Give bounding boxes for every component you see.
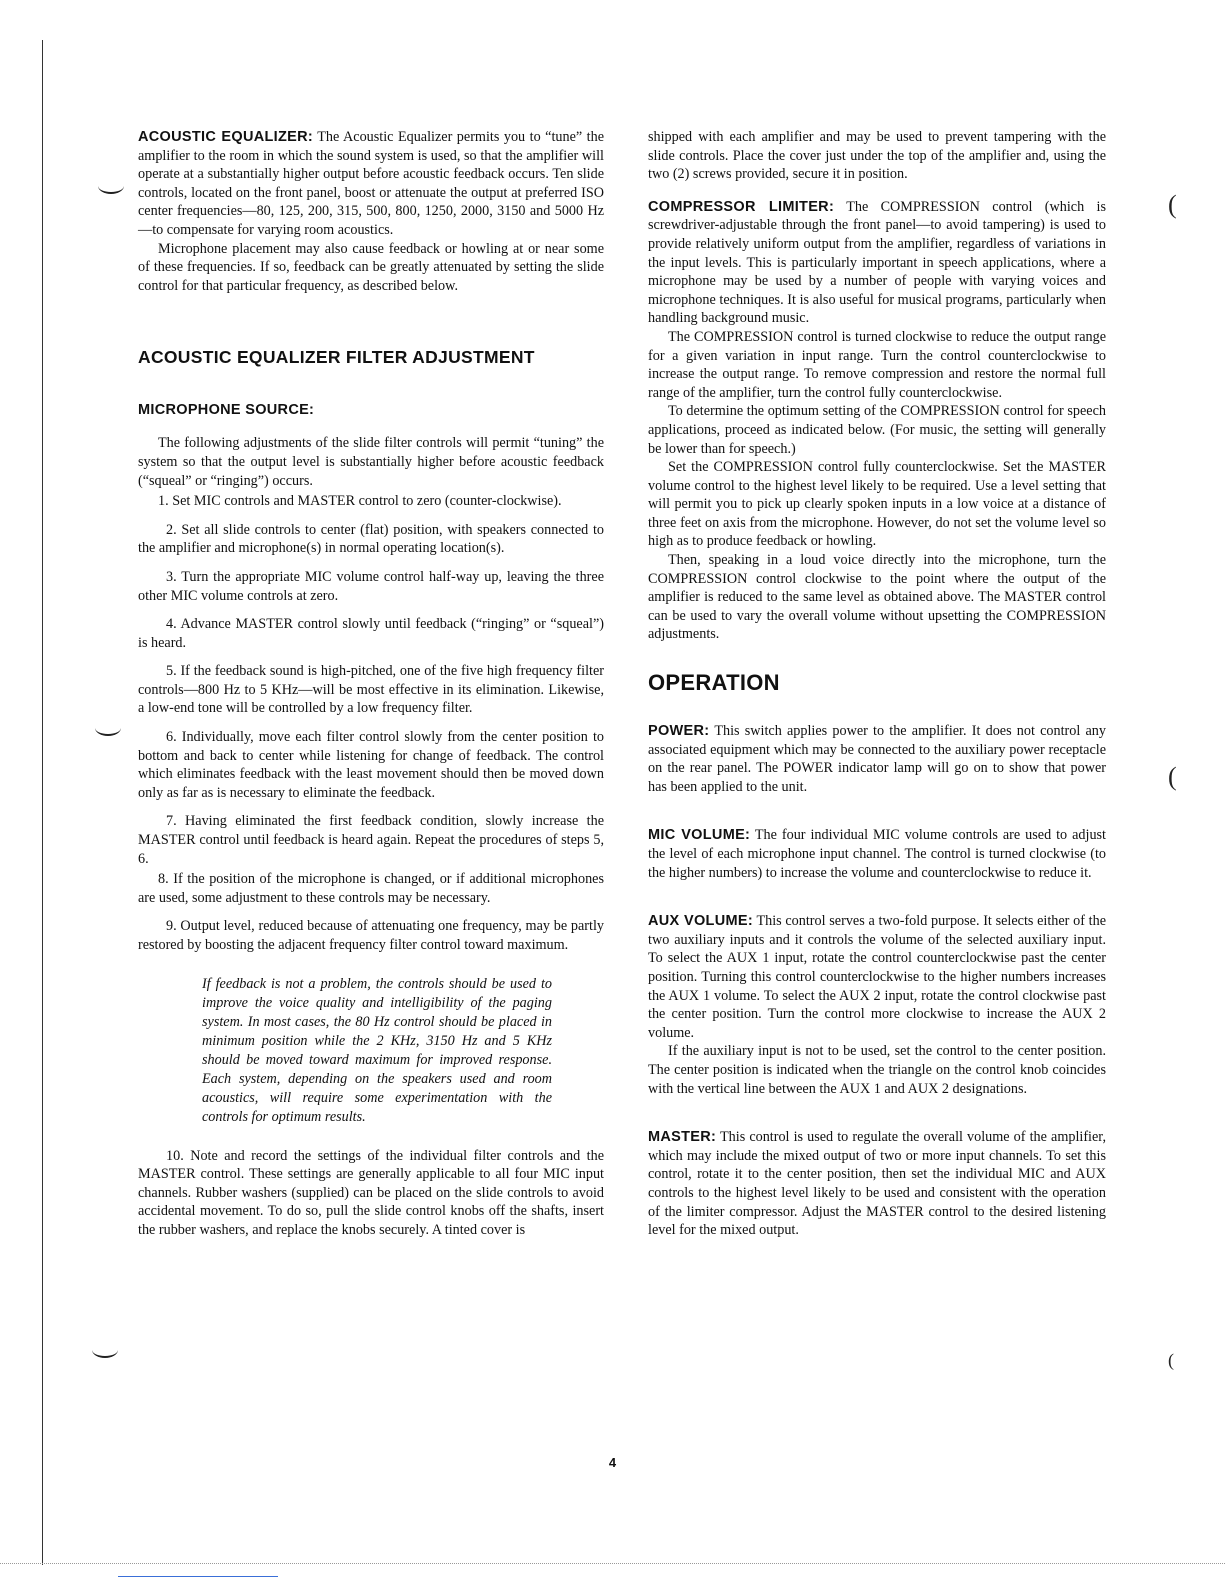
master-paragraph: MASTER: This control is used to regulate the overall volume of the amplifier, which may include the mixed output of two or more input channels. To set this control, rotate it to the center position, then set the individual MIC and AUX controls to the highest level likely to be used and consistent with the operation of the limiter compressor. Adjust the MASTER control to the desired listening level for the mixed output.: [648, 1129, 1106, 1239]
left-column: [138, 128, 604, 1240]
feedback-note: If feedback is not a problem, the controls should be used to improve the voice quality and intelligibility of the paging system. In most cases, the 80 Hz control should be placed in minimum position while the 2 KHz, 3150 Hz and 5 KHz should be moved toward maximum for improved response. Each system, depending on the speakers used and room acoustics, will require some experimentation with the controls for optimum results.: [202, 975, 552, 1125]
margin-mark-bottom: (: [1168, 1350, 1174, 1370]
compressor-paragraph-5: Then, speaking in a loud voice directly into the microphone, turn the COMPRESSION control clockwise to the point where the output of the amplifier is reduced to the same level as obtained above. The MASTER control can be used to vary the overall volume without upsetting the COMPRESSION adjustments.: [648, 552, 1106, 643]
step-5: 5. If the feedback sound is high-pitched, one of the five high frequency filter controls—800 Hz to 5 KHz—will be most effective in its elimination. Likewise, a low-end tone will be controlled by a low frequency filter.: [138, 663, 604, 717]
right-column: [648, 128, 1106, 1240]
binder-hole-mark-bottom: [92, 1342, 118, 1358]
acoustic-equalizer-heading: ACOUSTIC EQUALIZER:: [138, 129, 314, 145]
continued-paragraph: shipped with each amplifier and may be used to prevent tampering with the slide controls. Place the cover just under the top of the amplifier and, using the two (2) screws provided, secure it in position.: [648, 129, 1106, 183]
step-6: 6. Individually, move each filter control slowly from the center position to bottom and back to center while listening for change of feedback. The control which eliminates feedback with the least movement should then be moved down only as far as is necessary to eliminate the feedback.: [138, 729, 604, 801]
step-9: 9. Output level, reduced because of attenuating one frequency, may be partly restored by boosting the adjacent frequency filter control toward maximum.: [138, 918, 604, 953]
aux-volume-paragraph-2: If the auxiliary input is not to be used, set the control to the center position. The center position is indicated when the triangle on the control knob coincides with the vertical line between the AUX 1 and AUX 2 designations.: [648, 1043, 1106, 1097]
margin-mark-top: (: [1168, 190, 1177, 219]
compressor-limiter-heading: COMPRESSOR LIMITER:: [648, 198, 835, 215]
step-4: 4. Advance MASTER control slowly until feedback (“ringing” or “squeal”) is heard.: [138, 616, 604, 651]
compressor-paragraph-2: The COMPRESSION control is turned clockwise to reduce the output range for a given variation in input range. Turn the control counterclockwise to increase the output range. To remove compression and restore the normal full range of the amplifier, turn the control fully counterclockwise.: [648, 328, 1106, 401]
acoustic-equalizer-paragraph: ACOUSTIC EQUALIZER: The Acoustic Equalizer permits you to “tune” the amplifier to the room in which the sound system is used, so that the amplifier will operate at a substantially higher output before acoustic feedback occurs. Ten slide controls, located on the front panel, boost or attenuate the output at preferred ISO center frequencies—80, 125, 200, 315, 500, 800, 1250, 2000, 3150 and 5000 Hz—to compensate for varying room acoustics.: [138, 129, 605, 238]
compressor-paragraph: COMPRESSOR LIMITER: The COMPRESSION control (which is screwdriver-adjustable through the front panel—to avoid tampering) is used to provide relatively uniform output from the amplifier, regardless of variations in the input levels. This is particularly important in speech applications, where a microphone may be used by a number of people with varying voices and microphone techniques. It is also useful for musical programs, particularly when handling background music.: [648, 198, 1106, 327]
page-number: 4: [608, 1455, 617, 1470]
left-margin-line: [42, 40, 43, 1565]
master-heading: MASTER:: [648, 1129, 717, 1146]
operation-heading: OPERATION: [648, 670, 780, 696]
mic-volume-paragraph: MIC VOLUME: The four individual MIC volume controls are used to adjust the level of each microphone input channel. The control is turned clockwise (to the higher numbers) to increase the volume and counterclockwise to reduce it.: [648, 827, 1106, 881]
aux-volume-heading: AUX VOLUME:: [648, 913, 753, 930]
bottom-edge-line: [0, 1563, 1225, 1564]
step-1: 1. Set MIC controls and MASTER control to zero (counter-clockwise).: [158, 493, 562, 510]
step-2: 2. Set all slide controls to center (flat) position, with speakers connected to the amplifier and microphone(s) in normal operating location(s).: [138, 521, 604, 557]
step-3: 3. Turn the appropriate MIC volume control half-way up, leaving the three other MIC volume controls at zero.: [138, 568, 604, 604]
compressor-paragraph-4: Set the COMPRESSION control fully counterclockwise. Set the MASTER volume control to the highest level likely to be required. Use a level setting that will permit you to pick up clearly spoken inputs in a low voice at a distance of three feet on axis from the microphone. However, do not set the volume level so high as to produce feedback or howling.: [648, 459, 1106, 550]
binder-hole-mark-top: [98, 178, 124, 194]
step-10: 10. Note and record the settings of the individual filter controls and the MASTER control. These settings are generally applicable to all four MIC input channels. Rubber washers (supplied) can be placed on the slide controls to avoid accidental movement. To do so, pull the slide control knobs off the shafts, insert the rubber washers, and replace the knobs securely. A tinted cover is: [138, 1147, 604, 1238]
margin-mark-middle: (: [1168, 762, 1177, 791]
aux-volume-paragraph: AUX VOLUME: This control serves a two-fold purpose. It selects either of the two auxiliary inputs and it controls the volume of the selected auxiliary input. To select the AUX 1 input, rotate the control counterclockwise past the center position. Turning this control counterclockwise to the higher numbers increases the AUX 1 volume. To select the AUX 2 input, rotate the control clockwise past the center position. Turn the control more clockwise to increase the AUX 2 volume.: [648, 913, 1106, 1041]
binder-hole-mark-middle: [95, 720, 121, 736]
compressor-paragraph-3: To determine the optimum setting of the COMPRESSION control for speech applications, proceed as indicated below. (For music, the setting will generally be lower than for speech.): [648, 403, 1106, 457]
step-8: 8. If the position of the microphone is changed, or if additional microphones are used, some adjustment to these controls may be necessary.: [138, 871, 604, 906]
bottom-link-underline: [118, 1576, 278, 1577]
microphone-source-heading: MICROPHONE SOURCE:: [138, 402, 315, 419]
mic-volume-heading: MIC VOLUME:: [648, 827, 751, 844]
power-paragraph: POWER: This switch applies power to the amplifier. It does not control any associated equipment which may be connected to the auxiliary power receptacle on the rear panel. The POWER indicator lamp will go on to show that power has been applied to the unit.: [648, 723, 1106, 795]
intro-paragraph: The following adjustments of the slide filter controls will permit “tuning” the system so that the output level is substantially higher before acoustic feedback (“squeal” or “ringing”) occurs.: [138, 435, 604, 489]
power-heading: POWER:: [648, 723, 710, 740]
step-7: 7. Having eliminated the first feedback condition, slowly increase the MASTER control until feedback is heard again. Repeat the procedures of steps 5, 6.: [138, 813, 604, 867]
filter-adjustment-heading: ACOUSTIC EQUALIZER FILTER ADJUSTMENT: [138, 347, 535, 368]
mic-placement-paragraph: Microphone placement may also cause feedback or howling at or near some of these frequencies. If so, feedback can be greatly attenuated by setting the slide control for that particular frequency, as described below.: [138, 240, 604, 294]
